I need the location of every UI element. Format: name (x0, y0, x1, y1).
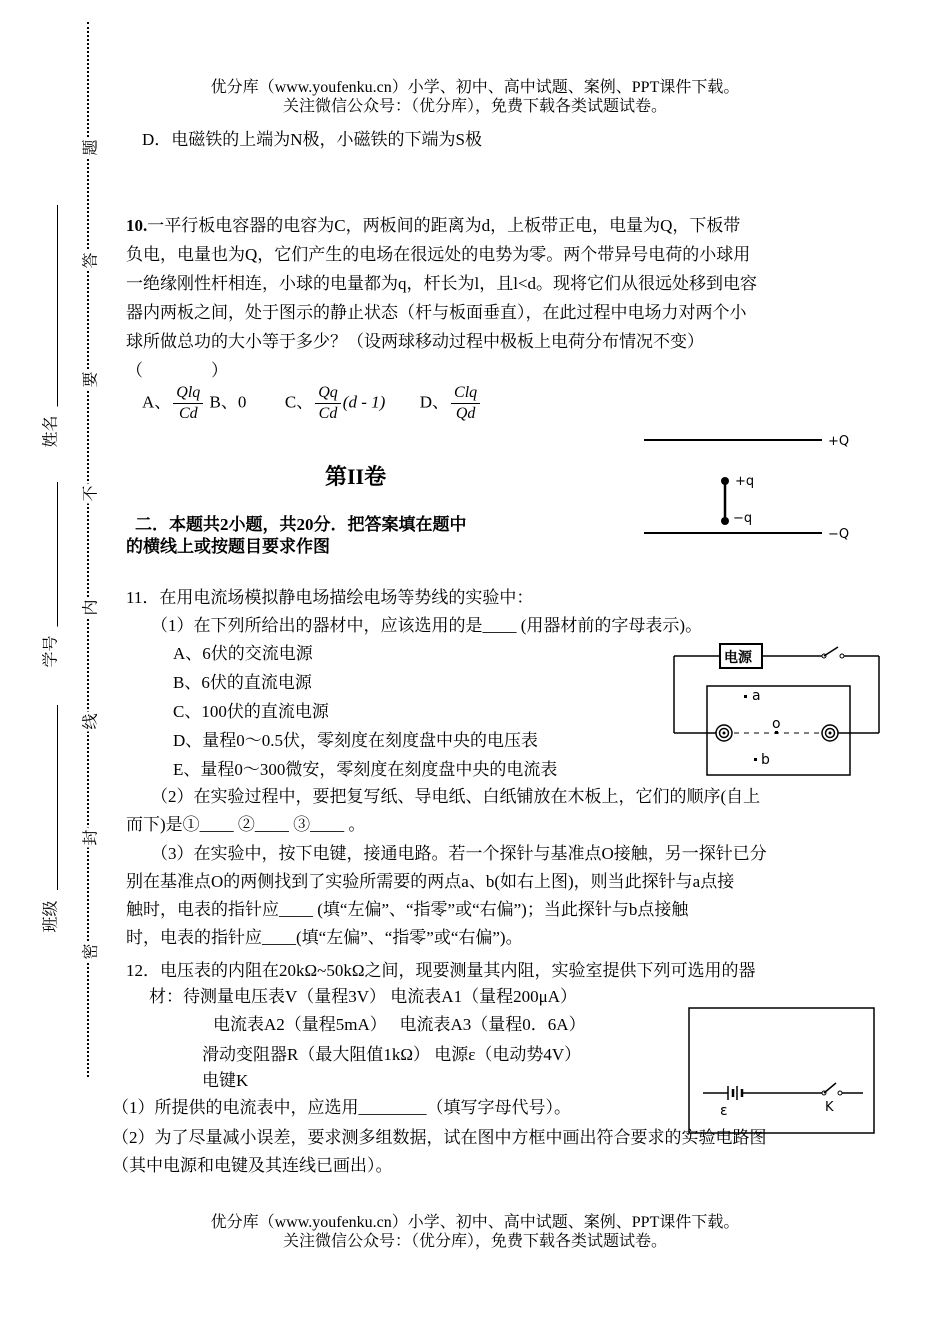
q10-line-2: 负电，电量也为Q，它们产生的电场在很远处的电势为零。两个带异号电荷的小球用 (126, 245, 751, 264)
q10-line-3: 一绝缘刚性杆相连，小球的电量都为q，杆长为l，且l<d。现将它们从很远处移到电容 (126, 274, 758, 293)
q10-option-d-fraction (451, 383, 480, 424)
margin-char-da: 答 (78, 251, 101, 271)
q10-option-b: B、0 (209, 392, 247, 412)
q10-option-a-fraction (173, 383, 203, 424)
section-title: 第II卷 (325, 464, 387, 489)
name-label: 姓名 (38, 407, 61, 457)
margin-char-feng: 封 (78, 828, 101, 848)
footer-line-2: 关注微信公众号：（优分库），免费下载各类试题试卷。 (282, 1233, 667, 1250)
student-id-label: 学号 (38, 627, 61, 677)
q10-option-d-denominator: Qd (455, 405, 476, 422)
q10-option-c-denominator: Cd (318, 405, 338, 422)
q11-option-d: D、量程0～0.5伏，零刻度在刻度盘中央的电压表 (173, 731, 539, 750)
q10-line-4: 器内两板之间，处于图示的静止状态（杆与板面垂直），在此过程中电场力对两个小 (126, 303, 747, 322)
margin-char-xian: 线 (78, 712, 101, 732)
question-10 (126, 211, 851, 385)
q10-option-a-label: A、 (142, 392, 172, 412)
q11-part-3-line-3: 触时，电表的指针应____ (填“左偏”、“指零”或“右偏”)；当此探针与b点接触 (126, 900, 689, 919)
q11-stem: 11．在用电流场模拟静电场描绘电场等势线的实验中： (126, 588, 534, 607)
q12-line-5: 电键K (202, 1071, 249, 1090)
q12-line-3: 电流表A2（量程5mA） 电流表A3（量程0．6A） (213, 1015, 586, 1034)
q12-line-4: 滑动变阻器R（最大阻值1kΩ） 电源ε（电动势4V） (202, 1045, 582, 1064)
q10-capacitor-figure (640, 425, 860, 545)
point-o-label: o (772, 716, 781, 732)
q11-option-a: A、6伏的交流电源 (173, 644, 313, 663)
q10-options (142, 383, 482, 424)
q10-option-a-denominator: Cd (178, 405, 198, 422)
key-blade (824, 1083, 836, 1093)
q10-line-1: 一平行板电容器的电容为C，两板间的距离为d，上板带正电，电量为Q，下板带 (147, 216, 741, 235)
q11-part-3-line-4: 时，电表的指针应____(填“左偏”、“指零”或“右偏”)。 (126, 928, 523, 947)
name-line (57, 205, 58, 420)
q12-line-1: 12．电压表的内阻在20kΩ~50kΩ之间，现要测量其内阻，实验室提供下列可选用的器 (126, 961, 756, 980)
q12-part-2-line-1: （2）为了尽量减小误差，要求测多组数据，试在图中方框中画出符合要求的实验电路图 (112, 1128, 767, 1147)
q11-part-2-line-1: （2）在实验过程中，要把复写纸、导电纸、白纸铺放在木板上，它们的顺序(自上 (151, 787, 761, 806)
epsilon-label: ε (720, 1103, 728, 1119)
class-label: 班级 (38, 892, 61, 942)
q11-part-1: （1）在下列所给出的器材中，应该选用的是____ (用器材前的字母表示)。 (151, 616, 703, 635)
drawing-frame[interactable] (689, 1008, 874, 1133)
point-b-label: b (761, 752, 770, 768)
q10-option-c-numerator: Qq (315, 383, 341, 404)
margin-char-mi: 密 (78, 942, 101, 962)
margin-char-bu: 不 (78, 484, 101, 504)
id-line (57, 482, 58, 627)
header-line-2: 关注微信公众号：（优分库），免费下载各类试题试卷。 (282, 98, 667, 115)
q11-options (173, 639, 557, 784)
q11-circuit-figure (672, 638, 887, 783)
negative-ball (721, 517, 729, 525)
section-heading-line-1: 二．本题共2小题，共20分．把答案填在题中 (135, 515, 467, 534)
point-b (754, 758, 757, 761)
switch-blade (824, 647, 838, 656)
q12-circuit-box[interactable] (688, 1007, 878, 1137)
point-a-label: a (752, 688, 761, 704)
plus-q-label: +q (735, 474, 755, 489)
margin-char-nei: 内 (78, 598, 101, 618)
q10-option-d-numerator: Clq (451, 383, 480, 404)
plus-Q-label: +Q (828, 434, 850, 449)
dotted-binding-line (87, 22, 89, 1077)
header-line-1: 优分库（www.youfenku.cn）小学、初中、高中试题、案例、PPT课件下载。 (210, 79, 740, 96)
q10-answer-blank: （ ） (126, 361, 228, 380)
q11-option-c: C、100伏的直流电源 (173, 702, 329, 721)
q10-option-a-numerator: Qlq (173, 383, 203, 404)
q10-option-d-label: D、 (419, 392, 450, 412)
q12-part-1: （1）所提供的电流表中，应选用________（填写字母代号）。 (112, 1098, 571, 1117)
q10-line-5: 球所做总功的大小等于多少？（设两球移动过程中极板上电荷分布情况不变） (126, 332, 704, 351)
q10-option-c-fraction (315, 383, 341, 424)
class-line (57, 705, 58, 890)
margin-char-yao: 要 (78, 370, 101, 390)
margin-char-ti: 题 (78, 138, 101, 158)
q12-part-2-line-2: （其中电源和电键及其连线已画出）。 (112, 1156, 393, 1175)
q10-option-c-tail: (d - 1) (342, 392, 386, 412)
q11-option-e: E、量程0～300微安，零刻度在刻度盘中央的电流表 (173, 760, 558, 779)
q9-option-d: D．电磁铁的上端为N极，小磁铁的下端为S极 (142, 130, 483, 149)
q12-line-2: 材：待测量电压表V（量程3V） 电流表A1（量程200μA） (149, 987, 577, 1006)
q10-number: 10. (126, 216, 148, 235)
minus-q-label: −q (733, 511, 753, 526)
k-label: K (825, 1100, 834, 1115)
switch-contact-right (840, 654, 844, 658)
q11-part-2-line-2: 而下)是①____ ②____ ③____ 。 (126, 815, 366, 834)
point-a (744, 695, 747, 698)
positive-ball (721, 477, 729, 485)
key-contact-right (838, 1091, 842, 1095)
section-heading-line-2: 的横线上或按题目要求作图 (126, 537, 330, 556)
footer-line-1: 优分库（www.youfenku.cn）小学、初中、高中试题、案例、PPT课件下载。 (210, 1214, 740, 1231)
q10-option-c-label: C、 (284, 392, 314, 412)
q11-option-b: B、6伏的直流电源 (173, 673, 312, 692)
q11-part-3-line-2: 别在基准点O的两侧找到了实验所需要的两点a、b(如右上图)，则当此探针与a点接 (126, 872, 735, 891)
minus-Q-label: −Q (828, 527, 850, 542)
power-source-label: 电源 (724, 650, 752, 666)
q11-part-3-line-1: （3）在实验中，按下电键，接通电路。若一个探针与基准点O接触，另一探针已分 (151, 844, 767, 863)
